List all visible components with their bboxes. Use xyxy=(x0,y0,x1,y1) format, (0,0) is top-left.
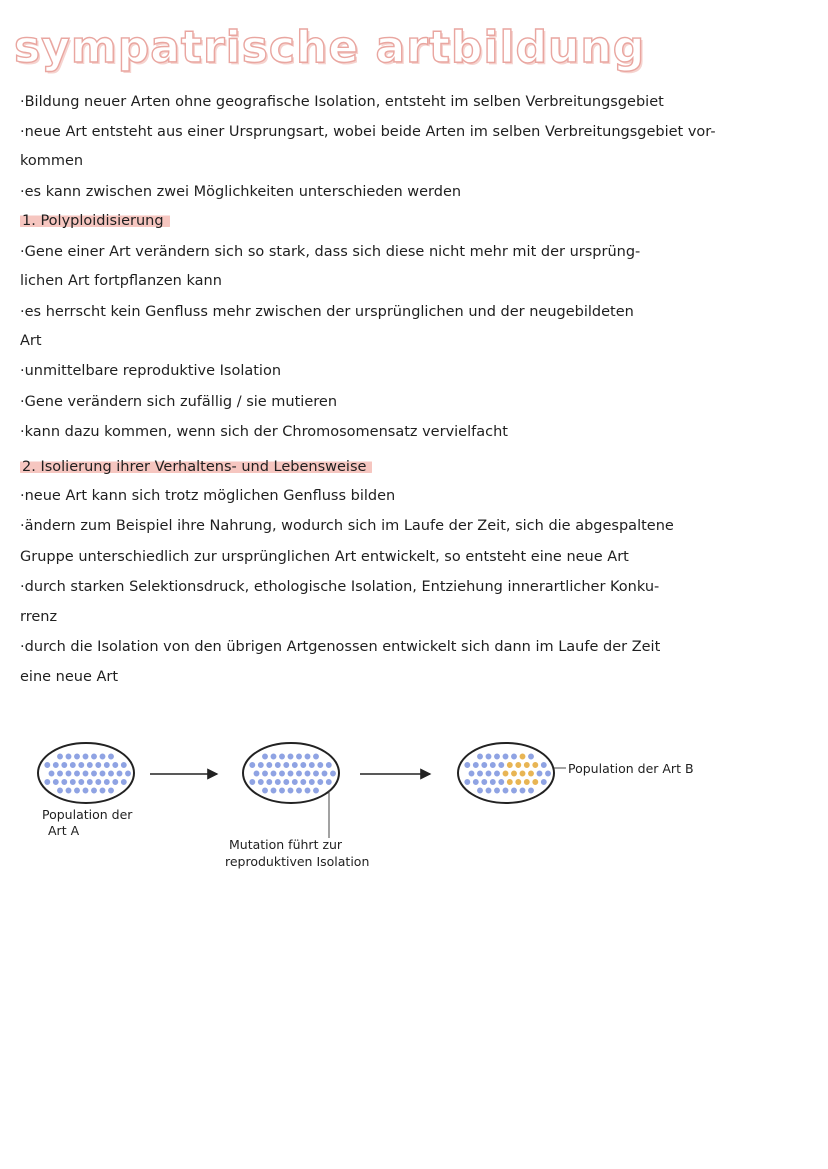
organism-dot xyxy=(65,753,72,760)
organism-dot xyxy=(120,779,127,786)
organism-dot xyxy=(69,762,76,769)
intro-line-3: kommen xyxy=(20,153,84,169)
organism-dot xyxy=(270,753,277,760)
section1-line-3: ·es herrscht kein Genfluss mehr zwischen der ursprünglichen und der neugebildeten xyxy=(20,304,634,320)
organism-dot xyxy=(464,762,471,769)
organism-dot xyxy=(494,753,501,760)
organism-dot xyxy=(65,770,72,777)
organism-dot xyxy=(308,779,315,786)
organism-dot xyxy=(519,753,526,760)
label-mutation-1: Mutation führt zur xyxy=(229,837,343,852)
organism-dot xyxy=(95,779,102,786)
organism-dot xyxy=(108,770,115,777)
section1-line-6: ·Gene verändern sich zufällig / sie mutieren xyxy=(20,394,338,410)
organism-dot xyxy=(112,762,119,769)
organism-dot xyxy=(481,779,488,786)
organism-dot xyxy=(296,787,303,794)
organism-dot xyxy=(528,787,535,794)
organism-dot xyxy=(300,779,307,786)
organism-dot xyxy=(257,762,264,769)
organism-dot xyxy=(321,770,328,777)
organism-dot xyxy=(99,770,106,777)
organism-dot xyxy=(91,753,98,760)
organism-dot xyxy=(291,779,298,786)
organism-dot xyxy=(477,787,484,794)
section2-heading-row xyxy=(20,457,372,477)
population-a-flowers xyxy=(44,753,132,794)
organism-dot xyxy=(69,779,76,786)
organism-dot xyxy=(498,779,505,786)
organism-dot xyxy=(536,770,543,777)
organism-dot xyxy=(74,787,81,794)
intro-line-2: ·neue Art entsteht aus einer Ursprungsart, wobei beide Arten im selben Verbreitungsgebiet vor- xyxy=(20,124,716,140)
organism-dot xyxy=(103,762,110,769)
page-title: sympatrische artbildung xyxy=(14,22,646,73)
organism-dot xyxy=(82,770,89,777)
organism-dot xyxy=(108,753,115,760)
organism-dot xyxy=(270,787,277,794)
section2-heading: 2. Isolierung ihrer Verhaltens- und Lebensweise xyxy=(20,459,372,475)
organism-dot xyxy=(287,787,294,794)
organism-dot xyxy=(74,770,81,777)
organism-dot xyxy=(511,753,518,760)
organism-dot xyxy=(472,762,479,769)
organism-dot xyxy=(287,770,294,777)
organism-dot xyxy=(78,762,85,769)
intro-line-4: ·es kann zwischen zwei Möglichkeiten unterschieden werden xyxy=(20,184,462,200)
organism-dot xyxy=(270,770,277,777)
organism-dot xyxy=(116,770,123,777)
organism-dot xyxy=(313,787,320,794)
organism-dot xyxy=(330,770,337,777)
section1-line-7: ·kann dazu kommen, wenn sich der Chromosomensatz vervielfacht xyxy=(20,424,508,440)
organism-dot xyxy=(108,787,115,794)
organism-dot xyxy=(78,779,85,786)
organism-dot xyxy=(300,762,307,769)
organism-dot xyxy=(95,762,102,769)
speciation-diagram xyxy=(0,730,828,890)
organism-dot xyxy=(279,753,286,760)
population-b-flowers xyxy=(464,753,551,794)
organism-dot xyxy=(249,762,256,769)
organism-dot xyxy=(287,753,294,760)
organism-dot xyxy=(532,779,539,786)
organism-dot xyxy=(528,753,535,760)
organism-dot xyxy=(515,762,522,769)
organism-dot xyxy=(523,779,530,786)
organism-dot xyxy=(274,762,281,769)
organism-dot xyxy=(91,770,98,777)
organism-dot xyxy=(481,762,488,769)
section2-line-6: ·durch die Isolation von den übrigen Artgenossen entwickelt sich dann im Laufe der Zeit xyxy=(20,639,661,655)
organism-dot xyxy=(494,787,501,794)
organism-dot xyxy=(52,779,59,786)
organism-dot xyxy=(304,787,311,794)
organism-dot xyxy=(515,779,522,786)
organism-dot xyxy=(464,779,471,786)
organism-dot xyxy=(57,753,64,760)
section1-heading-row xyxy=(20,211,170,231)
organism-dot xyxy=(528,770,535,777)
organism-dot xyxy=(325,762,332,769)
organism-dot xyxy=(498,762,505,769)
organism-dot xyxy=(253,770,260,777)
organism-dot xyxy=(494,770,501,777)
organism-dot xyxy=(304,753,311,760)
organism-dot xyxy=(317,762,324,769)
organism-dot xyxy=(506,762,513,769)
organism-dot xyxy=(65,787,72,794)
section2-line-5: rrenz xyxy=(20,609,58,625)
label-population-a-2: Art A xyxy=(48,823,80,838)
organism-dot xyxy=(477,770,484,777)
organism-dot xyxy=(57,787,64,794)
organism-dot xyxy=(91,787,98,794)
organism-dot xyxy=(262,770,269,777)
organism-dot xyxy=(485,770,492,777)
section2-line-2: ·ändern zum Beispiel ihre Nahrung, wodurch sich im Laufe der Zeit, sich die abgespaltene xyxy=(20,518,674,534)
population-mutation-flowers xyxy=(249,753,336,794)
organism-dot xyxy=(519,770,526,777)
organism-dot xyxy=(511,770,518,777)
label-population-b: Population der Art B xyxy=(568,761,694,776)
intro-line-1: ·Bildung neuer Arten ohne geografische Isolation, entsteht im selben Verbreitungsgebiet xyxy=(20,94,664,110)
organism-dot xyxy=(44,779,51,786)
organism-dot xyxy=(502,770,509,777)
organism-dot xyxy=(86,762,93,769)
organism-dot xyxy=(313,753,320,760)
section2-line-4: ·durch starken Selektionsdruck, ethologische Isolation, Entziehung innerartlicher Konku- xyxy=(20,579,660,595)
organism-dot xyxy=(468,770,475,777)
organism-dot xyxy=(82,753,89,760)
organism-dot xyxy=(262,753,269,760)
organism-dot xyxy=(283,779,290,786)
section2-line-1: ·neue Art kann sich trotz möglichen Genfluss bilden xyxy=(20,488,396,504)
organism-dot xyxy=(485,753,492,760)
organism-dot xyxy=(99,753,106,760)
organism-dot xyxy=(523,762,530,769)
section1-line-5: ·unmittelbare reproduktive Isolation xyxy=(20,363,282,379)
organism-dot xyxy=(511,787,518,794)
organism-dot xyxy=(262,787,269,794)
organism-dot xyxy=(506,779,513,786)
organism-dot xyxy=(86,779,93,786)
organism-dot xyxy=(249,779,256,786)
section2-line-7: eine neue Art xyxy=(20,669,119,685)
organism-dot xyxy=(48,770,55,777)
organism-dot xyxy=(99,787,106,794)
organism-dot xyxy=(291,762,298,769)
organism-dot xyxy=(472,779,479,786)
organism-dot xyxy=(313,770,320,777)
organism-dot xyxy=(304,770,311,777)
organism-dot xyxy=(519,787,526,794)
organism-dot xyxy=(74,753,81,760)
organism-dot xyxy=(545,770,552,777)
organism-dot xyxy=(274,779,281,786)
organism-dot xyxy=(82,787,89,794)
organism-dot xyxy=(61,762,68,769)
organism-dot xyxy=(540,762,547,769)
organism-dot xyxy=(317,779,324,786)
organism-dot xyxy=(540,779,547,786)
organism-dot xyxy=(308,762,315,769)
organism-dot xyxy=(44,762,51,769)
organism-dot xyxy=(279,787,286,794)
section1-line-2: lichen Art fortpflanzen kann xyxy=(20,273,222,289)
organism-dot xyxy=(485,787,492,794)
section1-line-4: Art xyxy=(20,333,42,349)
organism-dot xyxy=(532,762,539,769)
organism-dot xyxy=(489,779,496,786)
organism-dot xyxy=(502,787,509,794)
organism-dot xyxy=(325,779,332,786)
organism-dot xyxy=(296,753,303,760)
section1-line-1: ·Gene einer Art verändern sich so stark, dass sich diese nicht mehr mit der ursprüng- xyxy=(20,244,641,260)
organism-dot xyxy=(489,762,496,769)
section2-line-3: Gruppe unterschiedlich zur ursprünglichen Art entwickelt, so entsteht eine neue Art xyxy=(20,549,629,565)
organism-dot xyxy=(283,762,290,769)
organism-dot xyxy=(120,762,127,769)
organism-dot xyxy=(477,753,484,760)
organism-dot xyxy=(52,762,59,769)
organism-dot xyxy=(502,753,509,760)
organism-dot xyxy=(257,779,264,786)
organism-dot xyxy=(61,779,68,786)
organism-dot xyxy=(57,770,64,777)
organism-dot xyxy=(296,770,303,777)
organism-dot xyxy=(266,762,273,769)
label-population-a-1: Population der xyxy=(42,807,133,822)
organism-dot xyxy=(266,779,273,786)
label-mutation-2: reproduktiven Isolation xyxy=(225,854,370,869)
organism-dot xyxy=(279,770,286,777)
organism-dot xyxy=(103,779,110,786)
section1-heading: 1. Polyploidisierung xyxy=(20,213,170,229)
organism-dot xyxy=(125,770,132,777)
organism-dot xyxy=(112,779,119,786)
